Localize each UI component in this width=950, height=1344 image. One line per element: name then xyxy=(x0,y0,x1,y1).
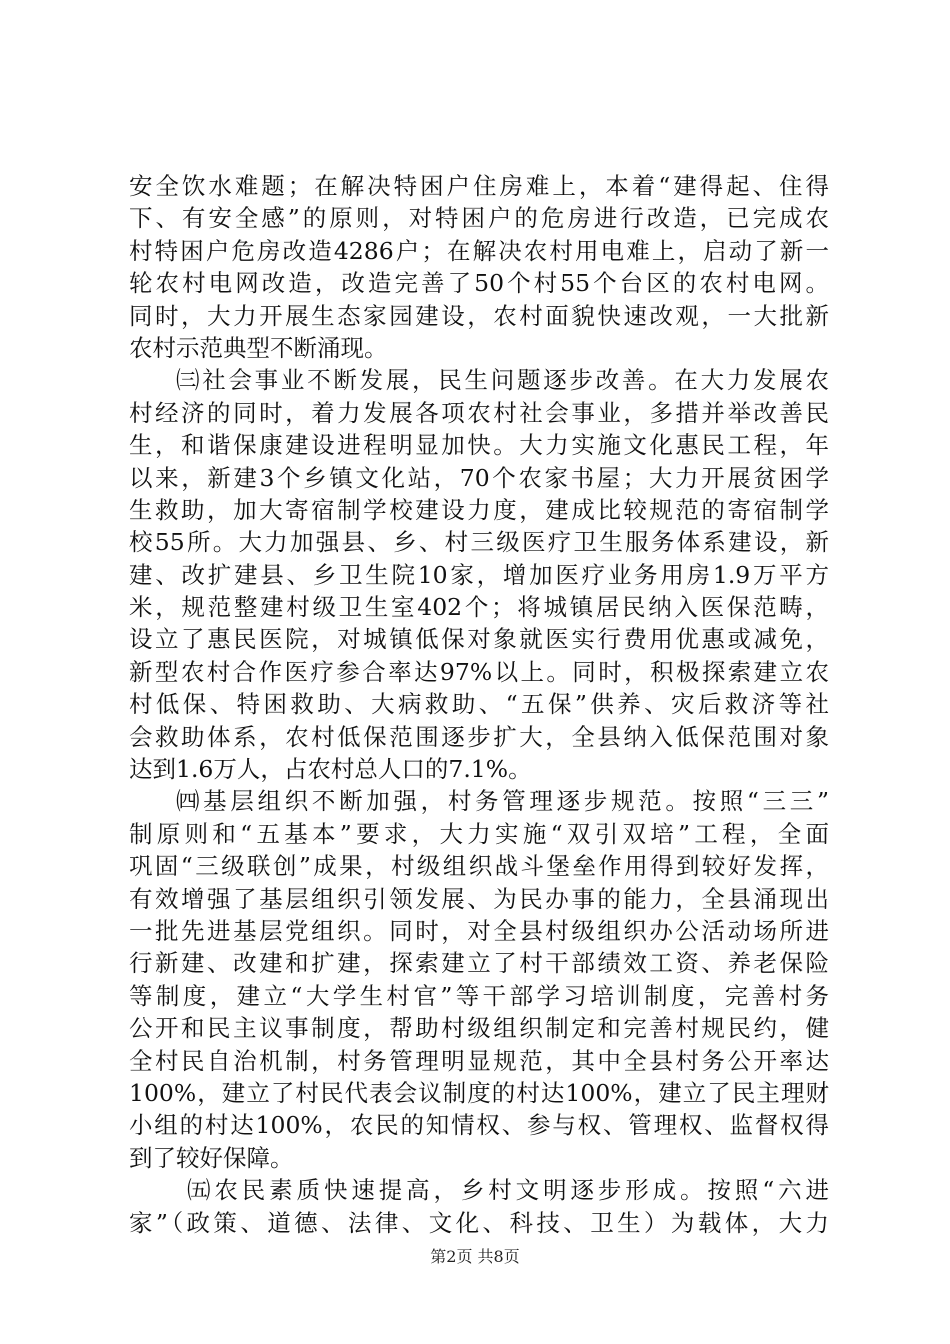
page-number-footer: 第2页 共8页 xyxy=(430,1247,520,1266)
document-body xyxy=(129,170,829,1239)
text-line: 轮农村电网改造，改造完善了50个村55个台区的农村电网。 xyxy=(129,269,829,298)
text-line: 同时，大力开展生态家园建设，农村面貌快速改观，一大批新 xyxy=(129,301,829,330)
text-line: 制原则和“五基本”要求，大力实施“双引双培”工程，全面 xyxy=(129,819,829,848)
text-line: 村低保、特困救助、大病救助、“五保”供养、灾后救济等社 xyxy=(129,690,829,719)
paragraph-heading-3: ㈢社会事业不断发展，民生问题逐步改善。在大力发展农 xyxy=(176,366,829,395)
text-line: 村特困户危房改造4286户；在解决农村用电难上，启动了新一 xyxy=(129,236,829,265)
text-line: 公开和民主议事制度，帮助村级组织制定和完善村规民约，健 xyxy=(129,1014,829,1043)
text-line: 村经济的同时，着力发展各项农村社会事业，多措并举改善民 xyxy=(129,398,829,427)
text-line: 设立了惠民医院，对城镇低保对象就医实行费用优惠或减免， xyxy=(129,625,829,654)
text-line: 生救助，加大寄宿制学校建设力度，建成比较规范的寄宿制学 xyxy=(129,495,829,524)
text-line: 生，和谐保康建设进程明显加快。大力实施文化惠民工程，年 xyxy=(129,431,829,460)
text-line: 下、有安全感”的原则，对特困户的危房进行改造，已完成农 xyxy=(129,204,829,233)
text-line: 小组的村达100%，农民的知情权、参与权、管理权、监督权得 xyxy=(129,1111,829,1140)
text-line: 到了较好保障。 xyxy=(129,1143,294,1172)
text-line: 100%，建立了村民代表会议制度的村达100%，建立了民主理财 xyxy=(129,1078,829,1107)
text-line: 家”（政策、道德、法律、文化、科技、卫生）为载体，大力 xyxy=(129,1208,829,1237)
text-line: 校55所。大力加强县、乡、村三级医疗卫生服务体系建设，新 xyxy=(129,528,829,557)
text-line: 等制度，建立“大学生村官”等干部学习培训制度，完善村务 xyxy=(129,981,829,1010)
text-line: 全村民自治机制，村务管理明显规范，其中全县村务公开率达 xyxy=(129,1046,829,1075)
text-line: 会救助体系，农村低保范围逐步扩大，全县纳入低保范围对象 xyxy=(129,722,829,751)
paragraph-heading-4: ㈣基层组织不断加强，村务管理逐步规范。按照“三三” xyxy=(176,787,829,816)
text-line: 农村示范典型不断涌现。 xyxy=(129,333,388,362)
text-line: 行新建、改建和扩建，探索建立了村干部绩效工资、养老保险 xyxy=(129,949,829,978)
text-line: 以来，新建3个乡镇文化站，70个农家书屋；大力开展贫困学 xyxy=(129,463,829,492)
paragraph-heading-5: ㈤农民素质快速提高，乡村文明逐步形成。按照“六进 xyxy=(187,1176,829,1205)
text-line: 建、改扩建县、乡卫生院10家，增加医疗业务用房1.9万平方 xyxy=(129,560,829,589)
text-line: 新型农村合作医疗参合率达97%以上。同时，积极探索建立农 xyxy=(129,657,829,686)
text-line: 有效增强了基层组织引领发展、为民办事的能力，全县涌现出 xyxy=(129,884,829,913)
text-line: 达到1.6万人，占农村总人口的7.1%。 xyxy=(129,755,532,784)
text-line: 米，规范整建村级卫生室402个；将城镇居民纳入医保范畴， xyxy=(129,593,829,622)
text-line: 一批先进基层党组织。同时，对全县村级组织办公活动场所进 xyxy=(129,916,829,945)
text-line: 巩固“三级联创”成果，村级组织战斗堡垒作用得到较好发挥， xyxy=(129,852,829,881)
text-line: 安全饮水难题；在解决特困户住房难上，本着“建得起、住得 xyxy=(129,172,829,200)
